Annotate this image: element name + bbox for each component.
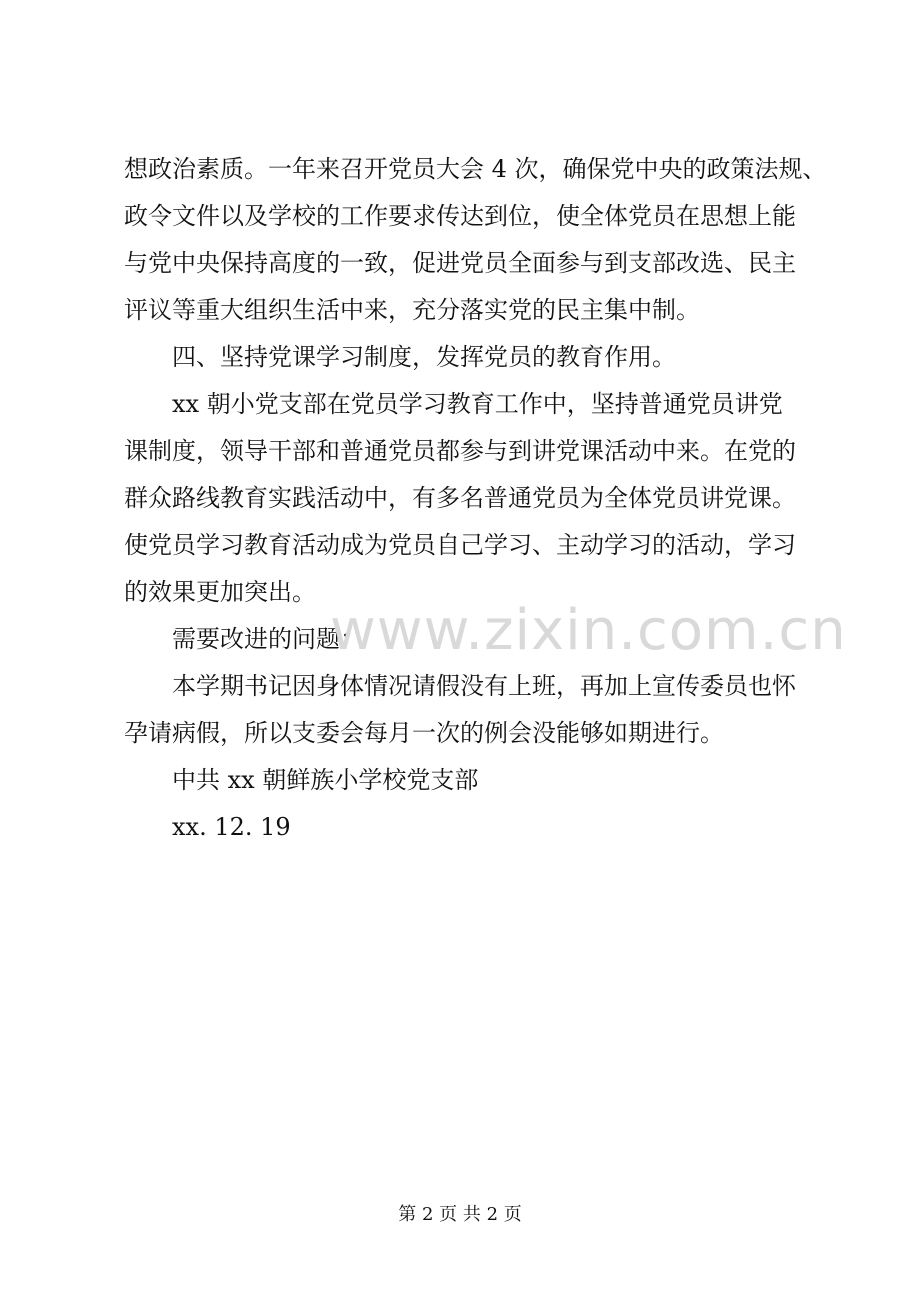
signature-date: xx. 12. 19 [172, 813, 291, 841]
document-body [124, 146, 827, 851]
text-line: xx 朝小党支部在党员学习教育工作中，坚持普通党员讲党 [172, 390, 783, 418]
text-line: 评议等重大组织生活中来，充分落实党的民主集中制。 [124, 296, 700, 324]
watermark: www.zixin.com.cn [330, 598, 847, 663]
text-line: 政令文件以及学校的工作要求传达到位，使全体党员在思想上能 [124, 202, 796, 230]
text-line: 使党员学习教育活动成为党员自己学习、主动学习的活动，学习 [124, 531, 796, 559]
text-line: 课制度，领导干部和普通党员都参与到讲党课活动中来。在党的 [124, 437, 796, 465]
text-line: 本学期书记因身体情况请假没有上班，再加上宣传委员也怀 [172, 672, 796, 700]
text-line: 想政治素质。一年来召开党员大会 4 次，确保党中央的政策法规、 [124, 155, 827, 183]
signature-organization: 中共 xx 朝鲜族小学校党支部 [172, 766, 479, 794]
issues-heading: 需要改进的问题： [172, 625, 364, 653]
text-line: 与党中央保持高度的一致，促进党员全面参与到支部改选、民主 [124, 249, 796, 277]
page-footer: 第 2 页 共 2 页 [398, 1204, 522, 1225]
section-heading: 四、坚持党课学习制度，发挥党员的教育作用。 [172, 343, 676, 371]
text-line: 群众路线教育实践活动中，有多名普通党员为全体党员讲党课。 [124, 484, 796, 512]
text-line: 孕请病假，所以支委会每月一次的例会没能够如期进行。 [124, 719, 724, 747]
text-line: 的效果更加突出。 [124, 578, 316, 606]
